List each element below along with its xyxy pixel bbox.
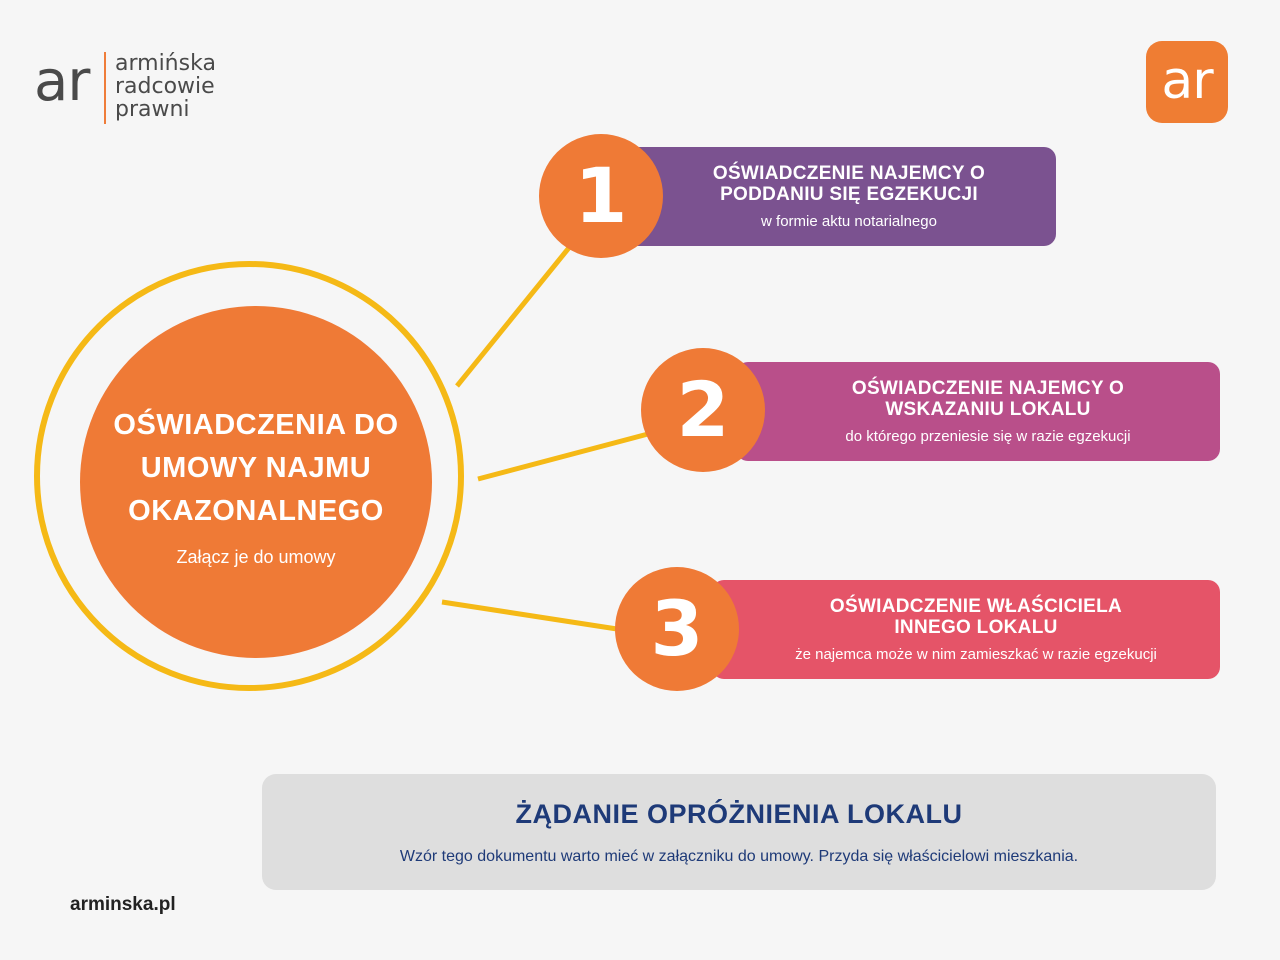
step-subtitle-2: do którego przeniesie się w razie egzekucji: [845, 428, 1131, 445]
center-circle: [80, 306, 432, 658]
footer-info-box: [262, 774, 1216, 890]
center-subtitle: Załącz je do umowy: [176, 547, 336, 567]
step-subtitle-3: że najemca może w nim zamieszkać w razie egzekucji: [795, 646, 1157, 663]
step-card-1: [622, 147, 1056, 246]
step-title-3: OŚWIADCZENIE WŁAŚCICIELA INNEGO LOKALU: [829, 596, 1123, 638]
step-number-2: 2: [641, 348, 765, 472]
website-link[interactable]: arminska.pl: [70, 894, 176, 915]
step-number-3: 3: [615, 567, 739, 691]
connector-2: [478, 434, 648, 479]
brand-logo-mark: ar: [34, 49, 90, 114]
step-title-2: OŚWIADCZENIE NAJEMCY O WSKAZANIU LOKALU: [851, 378, 1125, 420]
footer-box-subtitle: Wzór tego dokumentu warto mieć w załączniku do umowy. Przyda się właścicielowi mieszkania.: [399, 847, 1079, 865]
center-title: OŚWIADCZENIA DO UMOWY NAJMU OKAZONALNEGO: [113, 409, 399, 527]
connector-1: [457, 244, 572, 386]
logo-line-1: armińska: [115, 51, 216, 76]
step-title-1: OŚWIADCZENIE NAJEMCY O PODDANIU SIĘ EGZEKUCJI: [712, 163, 986, 205]
connector-3: [442, 602, 617, 629]
logo-line-2: radcowie: [115, 74, 215, 99]
step-subtitle-1: w formie aktu notarialnego: [761, 213, 937, 230]
step-card-3: [712, 580, 1220, 679]
footer-box-title: ŻĄDANIE OPRÓŻNIENIA LOKALU: [515, 798, 963, 829]
step-card-2: [736, 362, 1220, 461]
step-number-1: 1: [539, 134, 663, 258]
logo-line-3: prawni: [115, 97, 190, 122]
brand-badge: ar: [1146, 41, 1228, 123]
